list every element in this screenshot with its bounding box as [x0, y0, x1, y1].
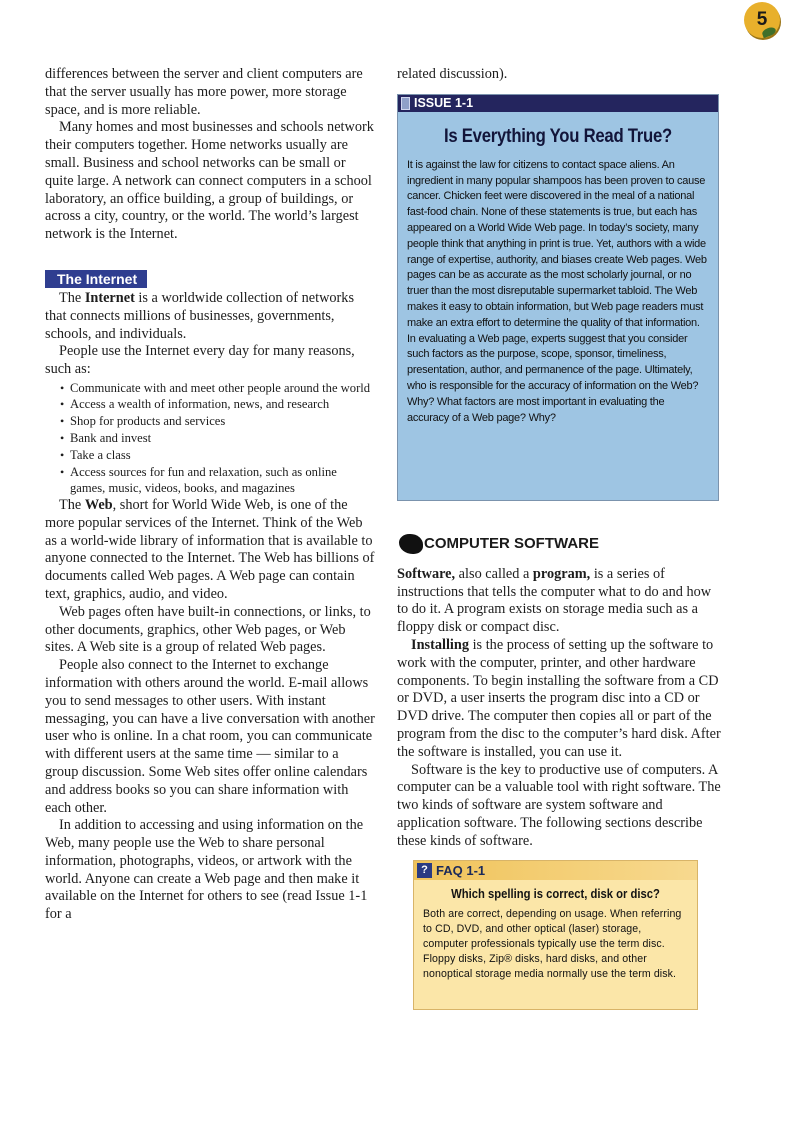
left-column: [45, 66, 375, 924]
list-item: • Bank and invest: [70, 430, 375, 447]
heading-computer-software-label: COMPUTER SOFTWARE: [424, 535, 599, 553]
list-item: • Communicate with and meet other people around the world: [70, 380, 375, 397]
faq-label: FAQ 1-1: [436, 862, 486, 878]
paragraph-communication: People also connect to the Internet to exchange information with others around the world. E-mail allows you to send messages to other users. With instant messaging, you can have a live conversation with another user who is online. In a chat room, you can communicate with different users at the same time — similar to a group discussion. Some Web sites offer online calendars and address books so you can share information with each other.: [45, 657, 375, 816]
faq-title: Which spelling is correct, disk or disc?: [451, 886, 660, 901]
faq-question-icon: ?: [417, 863, 432, 878]
list-item: • Access sources for fun and relaxation, such as online games, music, videos, books, and magazines: [70, 464, 375, 497]
text-run: is a worldwide collection of networks that connects millions of businesses, governments, schools, and individuals.: [45, 289, 355, 342]
issue-body: It is against the law for citizens to contact space aliens. An ingredient in many popular shampoos has been proven to cause cancer. Chicken feet were discovered in the meal of a national fast-food chain. None of these statements is true, but each has appeared on a World Wide Web page. In today’s society, many people think that anything in print is true. Yet, authors with a wide range of expertise, authority, and biases create Web pages. Web pages can be as accurate as the most scholarly journal, or no truer than the most disreputable supermarket tabloid. The Web makes it easy to obtain information, but Web page readers must make an extra effort to determine the quality of that information. In evaluating a Web page, experts suggest that you consider such factors as the purpose, scope, sponsor, timeliness, presentation, author, and permanence of the page. Ultimately, who is responsible for the accuracy of information on the Web? Why? What factors are most important in evaluating the accuracy of a Web page? Why?: [407, 158, 707, 424]
paragraph-networks: Many homes and most businesses and schools network their computers together. Home networks usually are small. Business and school networks can be small or quite large. A network can connect computers in a school laboratory, an office building, a group of buildings, or across a city, country, or the world. The world’s largest network is the Internet.: [45, 119, 374, 243]
issue-box: [397, 94, 719, 501]
text-run: also called a: [455, 565, 533, 582]
paragraph-software-key: Software is the key to productive use of computers. A computer can be a valuable tool with right software. The two kinds of software are system software and application software. The following sections describe these kinds of software.: [397, 761, 721, 849]
issue-label: ISSUE 1-1: [414, 96, 474, 111]
heading-computer-software: [397, 534, 723, 554]
issue-title: Is Everything You Read True?: [443, 125, 672, 147]
paragraph-web-definition: [45, 497, 375, 604]
term-web: Web: [84, 496, 113, 513]
paragraph-software-definition: [397, 566, 723, 637]
paragraph-related-discussion: related discussion).: [397, 66, 508, 82]
list-item: • Shop for products and services: [70, 413, 375, 430]
term-software: Software,: [397, 565, 456, 582]
text-run: The: [59, 496, 85, 513]
text-run: , short for World Wide Web, is one of the more popular services of the Internet. Think of the Web as a world-wide library of information that is available to anyone connected to the Internet. The Web has billions of documents called Web pages. A Web page can contain text, graphics, audio, and video.: [45, 496, 375, 602]
text-run: is a series of instructions that tells the computer what to do and how to do it. A program exists on storage media such as a floppy disk or compact disc.: [397, 565, 712, 636]
paragraph-internet-uses: People use the Internet every day for many reasons, such as:: [45, 343, 355, 378]
faq-body: Both are correct, depending on usage. When referring to CD, DVD, and other optical (laser) storage, computer professionals typically use the term disc. Floppy disks, Zip® disks, hard disks, and other nonoptical storage media normally use the term disk.: [423, 907, 682, 981]
paragraph-installing: [397, 637, 723, 762]
text-run: is the process of setting up the software to work with the computer, printer, and other hardware components. To begin installing the software from a CD or DVD, a user inserts the program disc into a CD or DVD drive. The computer then copies all or part of the program from the disc to the computer’s hard disk. After the software is installed, you can use it.: [397, 636, 721, 760]
paragraph-web-links: Web pages often have built-in connections, or links, to other documents, graphics, other Web pages, or Web sites. A Web site is a group of related Web pages.: [45, 603, 371, 656]
term-internet: Internet: [84, 289, 135, 306]
paragraph-internet-definition: [45, 290, 375, 343]
paragraph-server-differences: differences between the server and client computers are that the server usually has more power, more storage space, and is more reliable.: [45, 66, 363, 118]
paragraph-sharing: In addition to accessing and using information on the Web, many people use the Web to share personal information, photographs, videos, or artwork with the world. Anyone can create a Web page and then make it available on the Internet for others to see (read Issue 1-1 for a: [45, 817, 368, 923]
page-number: 5: [756, 9, 768, 30]
issue-tag-icon: [401, 97, 410, 110]
faq-box: [413, 860, 698, 1010]
heading-the-internet: The Internet: [45, 270, 147, 288]
internet-uses-list: [45, 380, 375, 497]
list-item: • Access a wealth of information, news, and research: [70, 396, 375, 413]
list-item: • Take a class: [70, 447, 375, 464]
term-program: program,: [532, 565, 591, 582]
ink-splat-icon: [399, 534, 423, 554]
faq-header-bar: [414, 861, 697, 880]
text-run: The: [59, 289, 85, 306]
term-installing: Installing: [411, 636, 470, 653]
right-column: [397, 66, 723, 1010]
issue-header-bar: [398, 95, 718, 112]
